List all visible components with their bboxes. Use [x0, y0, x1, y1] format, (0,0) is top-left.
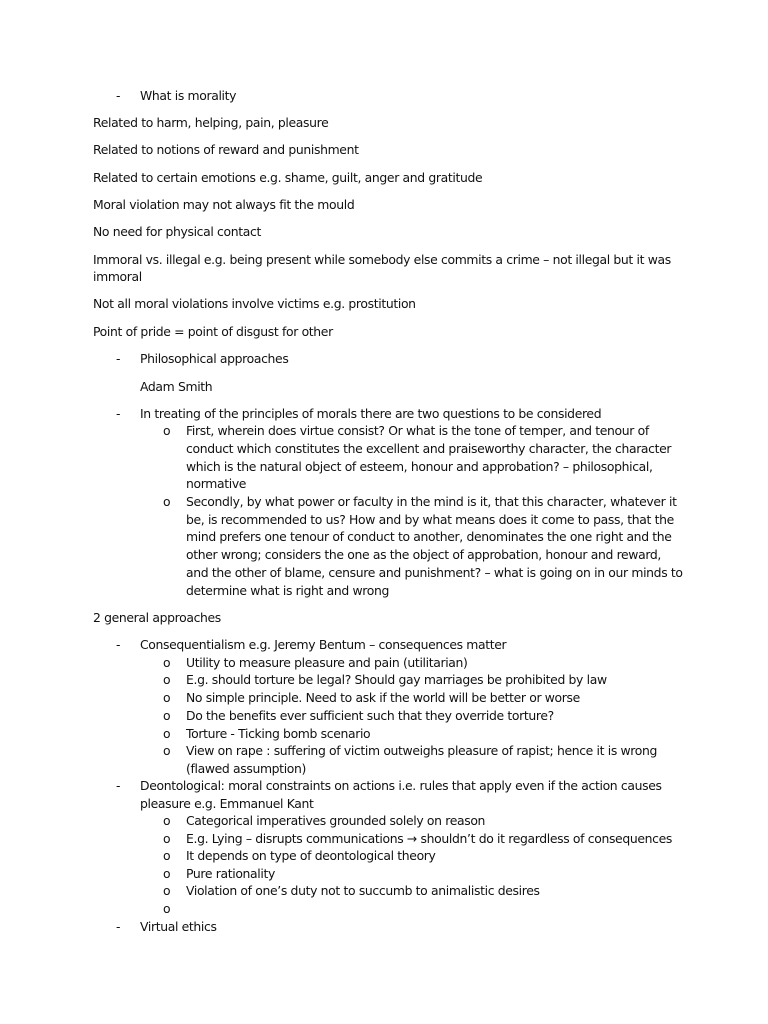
dash-bullet: - — [116, 406, 121, 421]
circle-bullet: o — [163, 690, 171, 705]
question-two-line: determine what is right and wrong — [186, 583, 389, 598]
question-two-line: be, is recommended to us? How and by what means does it come to pass, that the — [186, 512, 674, 527]
question-one-line: conduct which constitutes the excellent and praiseworthy character, the character — [186, 441, 672, 456]
paragraph-emotions: Related to certain emotions e.g. shame, guilt, anger and gratitude — [93, 170, 483, 185]
question-two-line: other wrong; considers the one as the object of approbation, honour and reward, — [186, 547, 661, 562]
circle-bullet: o — [163, 866, 171, 881]
paragraph-reward: Related to notions of reward and punishment — [93, 142, 359, 157]
consequentialism-point: No simple principle. Need to ask if the world will be better or worse — [186, 690, 580, 705]
item-deontological: Deontological: moral constraints on actions i.e. rules that apply even if the action causes — [140, 778, 662, 793]
paragraph-physical-contact: No need for physical contact — [93, 224, 261, 239]
question-one-line: First, wherein does virtue consist? Or what is the tone of temper, and tenour of — [186, 423, 649, 438]
circle-bullet: o — [163, 901, 171, 916]
paragraph-pride: Point of pride = point of disgust for other — [93, 324, 333, 339]
item-what-is-morality: What is morality — [140, 88, 237, 103]
circle-bullet: o — [163, 883, 171, 898]
circle-bullet: o — [163, 726, 171, 741]
dash-bullet: - — [116, 778, 121, 793]
circle-bullet: o — [163, 423, 171, 438]
dash-bullet: - — [116, 351, 121, 366]
dash-bullet: - — [116, 637, 121, 652]
circle-bullet: o — [163, 831, 171, 846]
paragraph-mould: Moral violation may not always fit the mould — [93, 197, 355, 212]
item-consequentialism: Consequentialism e.g. Jeremy Bentum – consequences matter — [140, 637, 507, 652]
adam-smith: Adam Smith — [140, 379, 213, 394]
deontological-point: Categorical imperatives grounded solely on reason — [186, 813, 486, 828]
item-philosophical: Philosophical approaches — [140, 351, 289, 366]
deontological-point: It depends on type of deontological theory — [186, 848, 436, 863]
question-two-line: Secondly, by what power or faculty in the mind is it, that this character, whatever it — [186, 494, 677, 509]
circle-bullet: o — [163, 708, 171, 723]
consequentialism-point-cont: (flawed assumption) — [186, 761, 307, 776]
general-approaches-heading: 2 general approaches — [93, 610, 221, 625]
question-one-line: which is the natural object of esteem, honour and approbation? – philosophical, — [186, 459, 653, 474]
consequentialism-point: Do the benefits ever sufficient such that they override torture? — [186, 708, 554, 723]
circle-bullet: o — [163, 743, 171, 758]
consequentialism-point: Torture - Ticking bomb scenario — [186, 726, 371, 741]
item-virtual-ethics: Virtual ethics — [140, 919, 217, 934]
question-two-line: and the other of blame, censure and punishment? – what is going on in our minds to — [186, 565, 683, 580]
item-deontological-cont: pleasure e.g. Emmanuel Kant — [140, 796, 314, 811]
consequentialism-point: View on rape : suffering of victim outweighs pleasure of rapist; hence it is wrong — [186, 743, 658, 758]
consequentialism-point: Utility to measure pleasure and pain (utilitarian) — [186, 655, 468, 670]
item-principles: In treating of the principles of morals there are two questions to be considered — [140, 406, 602, 421]
consequentialism-point: E.g. should torture be legal? Should gay marriages be prohibited by law — [186, 672, 607, 687]
circle-bullet: o — [163, 494, 171, 509]
paragraph-harm: Related to harm, helping, pain, pleasure — [93, 115, 329, 130]
circle-bullet: o — [163, 672, 171, 687]
dash-bullet: - — [116, 919, 121, 934]
paragraph-immoral-illegal: Immoral vs. illegal e.g. being present while somebody else commits a crime – not illegal but it was — [93, 252, 671, 267]
circle-bullet: o — [163, 655, 171, 670]
dash-bullet: - — [116, 88, 121, 103]
deontological-point: E.g. Lying – disrupts communications → shouldn’t do it regardless of consequences — [186, 831, 672, 846]
circle-bullet: o — [163, 813, 171, 828]
paragraph-immoral-illegal-cont: immoral — [93, 269, 142, 284]
deontological-point: Pure rationality — [186, 866, 275, 881]
question-two-line: mind prefers one tenour of conduct to another, denominates the one right and the — [186, 529, 672, 544]
deontological-point: Violation of one’s duty not to succumb to animalistic desires — [186, 883, 540, 898]
paragraph-victims: Not all moral violations involve victims e.g. prostitution — [93, 296, 416, 311]
question-one-line: normative — [186, 476, 247, 491]
circle-bullet: o — [163, 848, 171, 863]
